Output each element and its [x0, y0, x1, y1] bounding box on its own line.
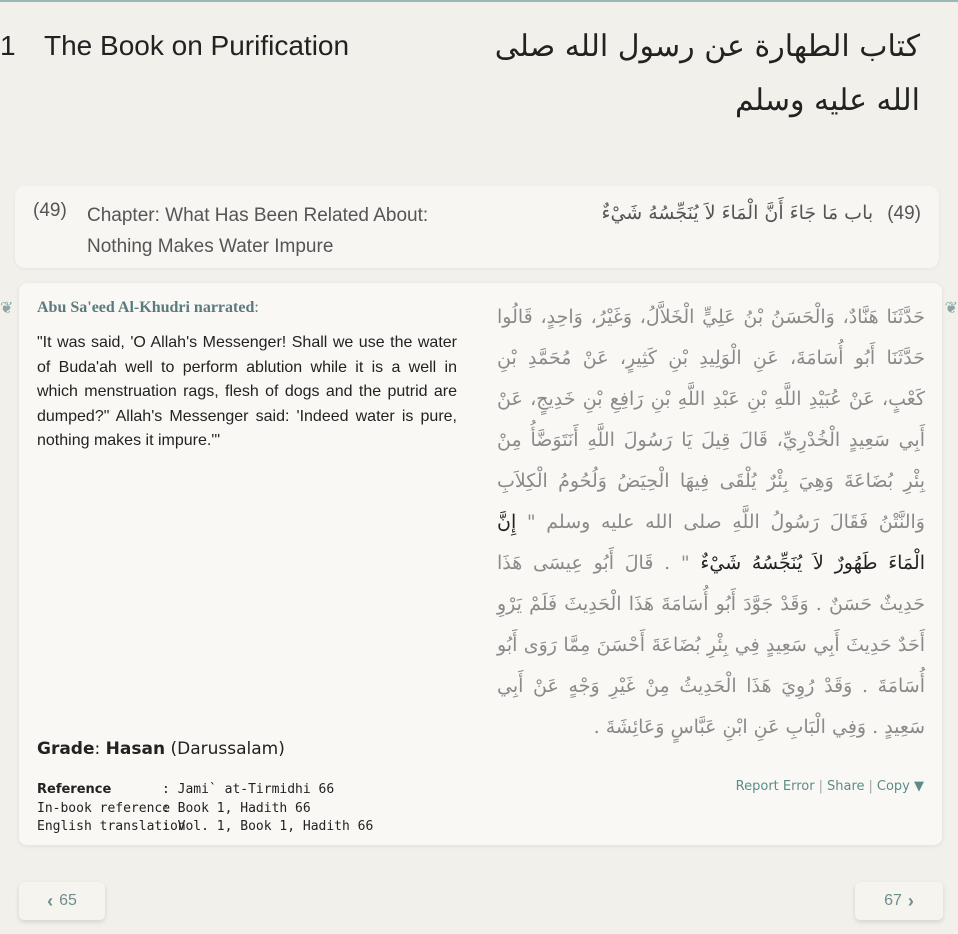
chapter-title-arabic-block — [501, 198, 921, 229]
ornament-left-icon: ❦ — [0, 300, 14, 317]
book-title-arabic: كتاب الطهارة عن رسول الله صلى الله عليه وسلم — [494, 29, 920, 118]
grade-colon: : — [94, 739, 101, 759]
reference-value: : Jami` at-Tirmidhi 66 — [162, 782, 335, 797]
hadith-arabic-text — [497, 297, 925, 748]
chapter-header — [15, 186, 939, 268]
grade-value: Hasan — [105, 739, 166, 759]
arabic-matn: إِنَّ الْمَاءَ طَهُورٌ لاَ يُنَجِّسُهُ شَيْءٌ — [497, 511, 925, 574]
reference-value: : Book 1, Hadith 66 — [162, 800, 311, 816]
reference-key: In-book reference — [37, 800, 171, 816]
reference-value: : Vol. 1, Book 1, Hadith 66 — [162, 819, 374, 834]
ornament-right-icon: ❦ — [944, 300, 958, 317]
narrator-line — [37, 299, 259, 317]
reference-key: English translation — [37, 819, 186, 834]
top-border-line — [0, 0, 958, 2]
hadith-container — [19, 283, 942, 845]
chevron-left-icon: ‹ — [47, 890, 54, 911]
book-number: 1 — [0, 30, 16, 61]
reference-key: Reference — [37, 782, 112, 797]
chevron-right-icon: › — [907, 890, 914, 911]
reference-table — [37, 781, 373, 837]
arabic-isnad: حَدَّثَنَا هَنَّادٌ، وَالْحَسَنُ بْنُ عَلِيٍّ الْخَلاَّلُ، وَغَيْرُ، وَاحِدٍ، قَالُوا حَدَّثَنَا أَبُو أُسَامَةَ، عَنِ الْوَلِيدِ بْنِ كَثِيرٍ، عَنْ مُحَمَّدِ بْنِ كَعْبٍ، عَنْ عُبَيْدِ اللَّهِ بْنِ عَبْدِ اللَّهِ بْنِ رَافِعِ بْنِ خَدِيجٍ، عَنْ أَبِي سَعِيدٍ الْخُدْرِيِّ، قَالَ قِيلَ يَا رَسُولَ اللَّهِ أَنَتَوَضَّأُ مِنْ بِئْرِ بُضَاعَةَ وَهِيَ بِئْرٌ يُلْقَى فِيهَا الْحِيَضُ وَلُحُومُ الْكِلاَبِ وَالنَّتْنُ فَقَالَ رَسُولُ اللَّهِ صلى الله عليه وسلم " — [497, 306, 925, 533]
previous-hadith-label: 65 — [59, 892, 77, 909]
report-error-link[interactable]: Report Error — [735, 779, 815, 794]
hadith-english-text: "It was said, 'O Allah's Messenger! Shall we use the water of Buda'ah well to perform ablution while it is a well in which menstruation rags, flesh of dogs and the putrid are dumped?" Allah's Messenger said: 'Indeed water is pure, nothing makes it impure.'" — [37, 334, 457, 449]
hadith-actions — [736, 779, 924, 794]
reference-row — [37, 818, 373, 837]
chapter-number-english: (49) — [33, 200, 67, 221]
narrator-colon: : — [254, 299, 259, 316]
share-link[interactable]: Share — [826, 779, 865, 794]
next-hadith-button[interactable] — [855, 882, 943, 920]
grade-source: (Darussalam) — [170, 739, 285, 759]
reference-row — [37, 800, 373, 819]
next-hadith-label: 67 — [884, 892, 902, 909]
chapter-number-arabic: (49) — [887, 203, 921, 224]
action-separator: | — [868, 779, 873, 794]
copy-dropdown[interactable]: Copy ▼ — [876, 779, 924, 794]
reference-row — [37, 781, 373, 800]
book-title-english: The Book on Purification — [44, 30, 350, 61]
arabic-commentary: " . قَالَ أَبُو عِيسَى هَذَا حَدِيثٌ حَسَنٌ . وَقَدْ جَوَّدَ أَبُو أُسَامَةَ هَذَا الْحَدِيثَ فَلَمْ يَرْوِ أَحَدٌ حَدِيثَ أَبِي سَعِيدٍ فِي بِئْرِ بُضَاعَةَ أَحْسَنَ مِمَّا رَوَى أَبُو أُسَامَةَ . وَقَدْ رُوِيَ هَذَا الْحَدِيثُ مِنْ غَيْرِ وَجْهٍ عَنْ أَبِي سَعِيدٍ . وَفِي الْبَابِ عَنِ ابْنِ عَبَّاسٍ وَعَائِشَةَ . — [497, 552, 925, 738]
previous-hadith-button[interactable] — [19, 882, 105, 920]
chapter-title-english: Chapter: What Has Been Related About: Nothing Makes Water Impure — [87, 205, 429, 257]
action-separator: | — [818, 779, 823, 794]
grade-line — [37, 739, 285, 759]
grade-label: Grade — [37, 739, 95, 759]
narrator-name: Abu Sa'eed Al-Khudri narrated — [37, 299, 255, 316]
chapter-title-arabic: باب مَا جَاءَ أَنَّ الْمَاءَ لاَ يُنَجِّسُهُ شَيْءٌ — [601, 202, 874, 224]
